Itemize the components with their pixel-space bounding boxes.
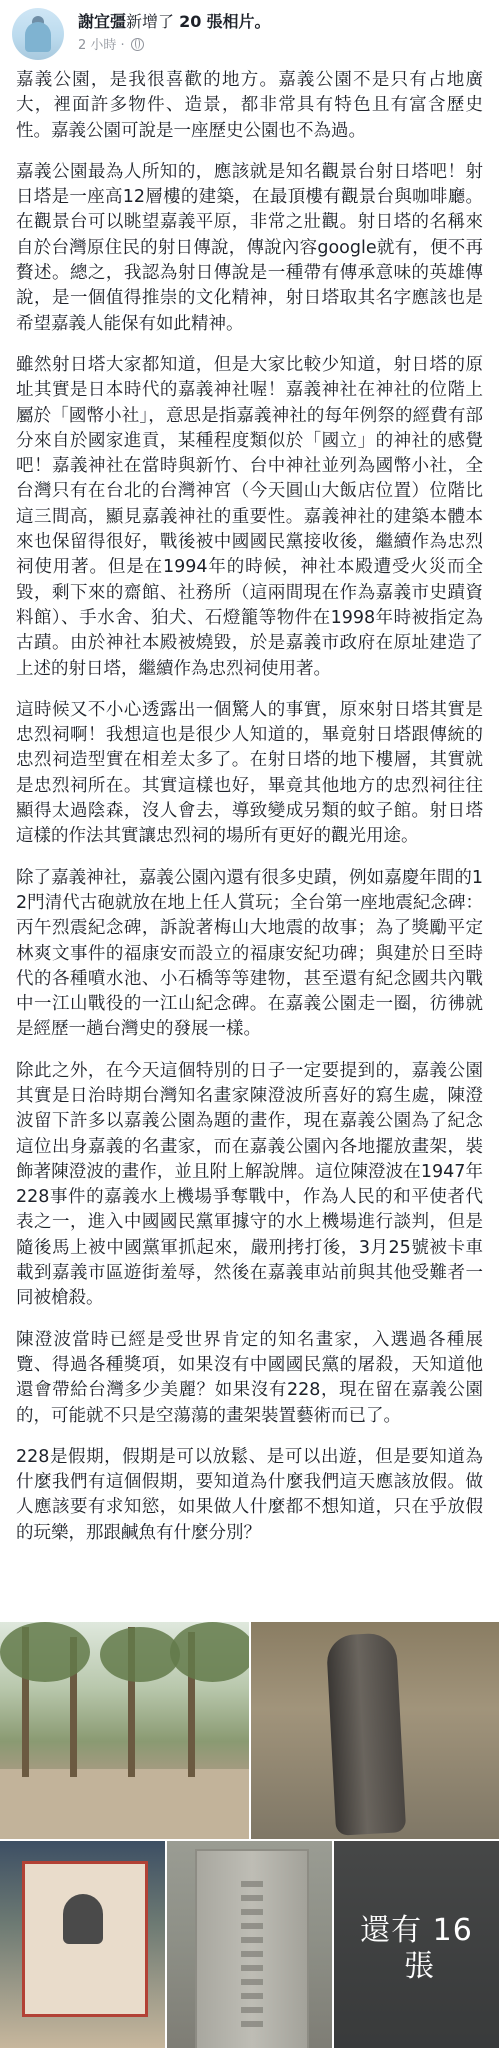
paragraph: 嘉義公園，是我很喜歡的地方。嘉義公園不是只有占地廣大，裡面許多物件、造景，都非常具有特色且有富含歷史性。嘉義公園可說是一座歷史公園也不為過。 [16, 70, 483, 141]
photo-stone-monument[interactable] [167, 1841, 332, 2048]
photo-count: 20 [179, 12, 202, 31]
post-meta: 2 小時 · [78, 36, 144, 54]
avatar-figure [25, 22, 51, 52]
post-body [0, 68, 499, 1546]
post-header [0, 0, 499, 62]
paragraph: 除此之外，在今天這個特別的日子一定要提到的，嘉義公園其實是日治時期台灣知名畫家陳澄波所喜好的寫生處，陳澄波留下許多以嘉義公園為題的畫作，現在嘉義公園為了紀念這位出身嘉義的名畫家，而在嘉義公園內各地擺放畫架，裝飾著陳澄波的畫作，並且附上解說牌。這位陳澄波在1947年228事件的嘉義水上機場爭奪戰中，作為人民的和平使者代表之一，進入中國國民黨軍據守的水上機場進行談判，但是隨後馬上被中國黨軍抓起來，嚴刑拷打後，3月25號被卡車載到嘉義市區遊街羞辱，然後在嘉義車站前與其他受難者一同被槍殺。 [16, 1060, 483, 1309]
photo-info-sign[interactable] [0, 1841, 165, 2048]
sign-board [22, 1861, 148, 2017]
timestamp[interactable]: 2 小時 [78, 38, 117, 53]
photo-park-trees[interactable] [0, 1622, 249, 1839]
paragraph: 嘉義公園最為人所知的，應該就是知名觀景台射日塔吧！射日塔是一座高12層樓的建築，在最頂樓有觀景台與咖啡廳。在觀景台可以眺望嘉義平原，非常之壯觀。射日塔的名稱來自於台灣原住民的射日傳說，傳說內容google就有，便不再贅述。總之，我認為射日傳說是一種帶有傳承意味的英雄傳說，是一個值得推崇的文化精神，射日塔取其名字應該也是希望嘉義人能保有如此精神。 [16, 161, 483, 334]
more-line3: 張 [404, 1949, 435, 1984]
bell-icon [63, 1894, 103, 1944]
paragraph: 除了嘉義神社，嘉義公園內還有很多史蹟，例如嘉慶年間的12門清代古砲就放在地上任人賞玩；全台第一座地震紀念碑：丙午烈震紀念碑，訴說著梅山大地震的故事；為了獎勵平定林爽文事件的福康安而設立的福康安紀功碑；與建於日至時代的各種噴水池、小石橋等等建物，甚至還有紀念國共內戰中一江山戰役的一江山紀念碑。在嘉義公園走一圈，彷彿就是經歷一趟台灣史的發展一樣。 [16, 867, 483, 1040]
paragraph: 這時候又不小心透露出一個驚人的事實，原來射日塔其實是忠烈祠啊！我想這也是很少人知道的，畢竟射日塔跟傳統的忠烈祠造型實在相差太多了。在射日塔的地下樓層，其實就是忠烈祠所在。其實這樣也好，畢竟其他地方的忠烈祠往往顯得太過陰森，沒人會去，導致變成另類的蚊子館。射日塔這樣的作法其實讓忠烈祠的場所有更好的觀光用途。 [16, 699, 483, 847]
post-title-line [78, 12, 271, 32]
globe-icon[interactable] [131, 38, 144, 51]
photo-qing-cannon[interactable] [251, 1622, 499, 1839]
more-photos-label[interactable] [334, 1913, 499, 1985]
paragraph: 陳澄波當時已經是受世界肯定的知名畫家，入選過各種展覽、得過各種獎項，如果沒有中國國民黨的屠殺，天知道他還會帶給台灣多少美麗？如果沒有228，現在留在嘉義公園的，可能就不只是空蕩蕩的畫架裝置藝術而已了。 [16, 1329, 483, 1426]
more-line1: 還有 [360, 1913, 423, 1948]
paragraph: 228是假期，假期是可以放鬆、是可以出遊，但是要知道為什麼我們有這個假期，要知道為什麼我們這天應該放假。做人應該要有求知慾，如果做人什麼都不想知道，只在乎放假的玩樂，那跟鹹魚有什麼分別？ [16, 1446, 483, 1543]
action-prefix: 新增了 [126, 12, 175, 31]
photo-more[interactable] [334, 1841, 499, 2048]
avatar[interactable] [12, 8, 64, 60]
stone-stele [195, 1849, 309, 2048]
action-suffix: 張相片。 [206, 12, 271, 31]
author-name[interactable]: 謝宜彊 [78, 12, 127, 31]
cannon [326, 1632, 406, 1835]
more-line2: 16 [432, 1913, 473, 1948]
photo-grid [0, 1622, 499, 2048]
paragraph: 雖然射日塔大家都知道，但是大家比較少知道，射日塔的原址其實是日本時代的嘉義神社喔！嘉義神社在神社的位階上屬於「國幣小社」，意思是指嘉義神社的每年例祭的經費有部分來自於國家進貢，某種程度類似於「國立」的神社的感覺吧！嘉義神社在當時與新竹、台中神社並列為國幣小社，全台灣只有在台北的台灣神宮（今天圓山大飯店位置）位階比這三間高，顯見嘉義神社的重要性。嘉義神社的建築本體本來也保留得很好，戰後被中國國民黨接收後，繼續作為忠烈祠使用著。但是在1994年的時候，神社本殿遭受火災而全毀，剩下來的齋館、社務所（這兩間現在作為嘉義市史蹟資料館）、手水舍、狛犬、石燈籠等物件在1998年時被指定為古蹟。由於神社本殿被燒毀，於是嘉義市政府在原址建造了上述的射日塔，繼續作為忠烈祠使用著。 [16, 354, 483, 679]
